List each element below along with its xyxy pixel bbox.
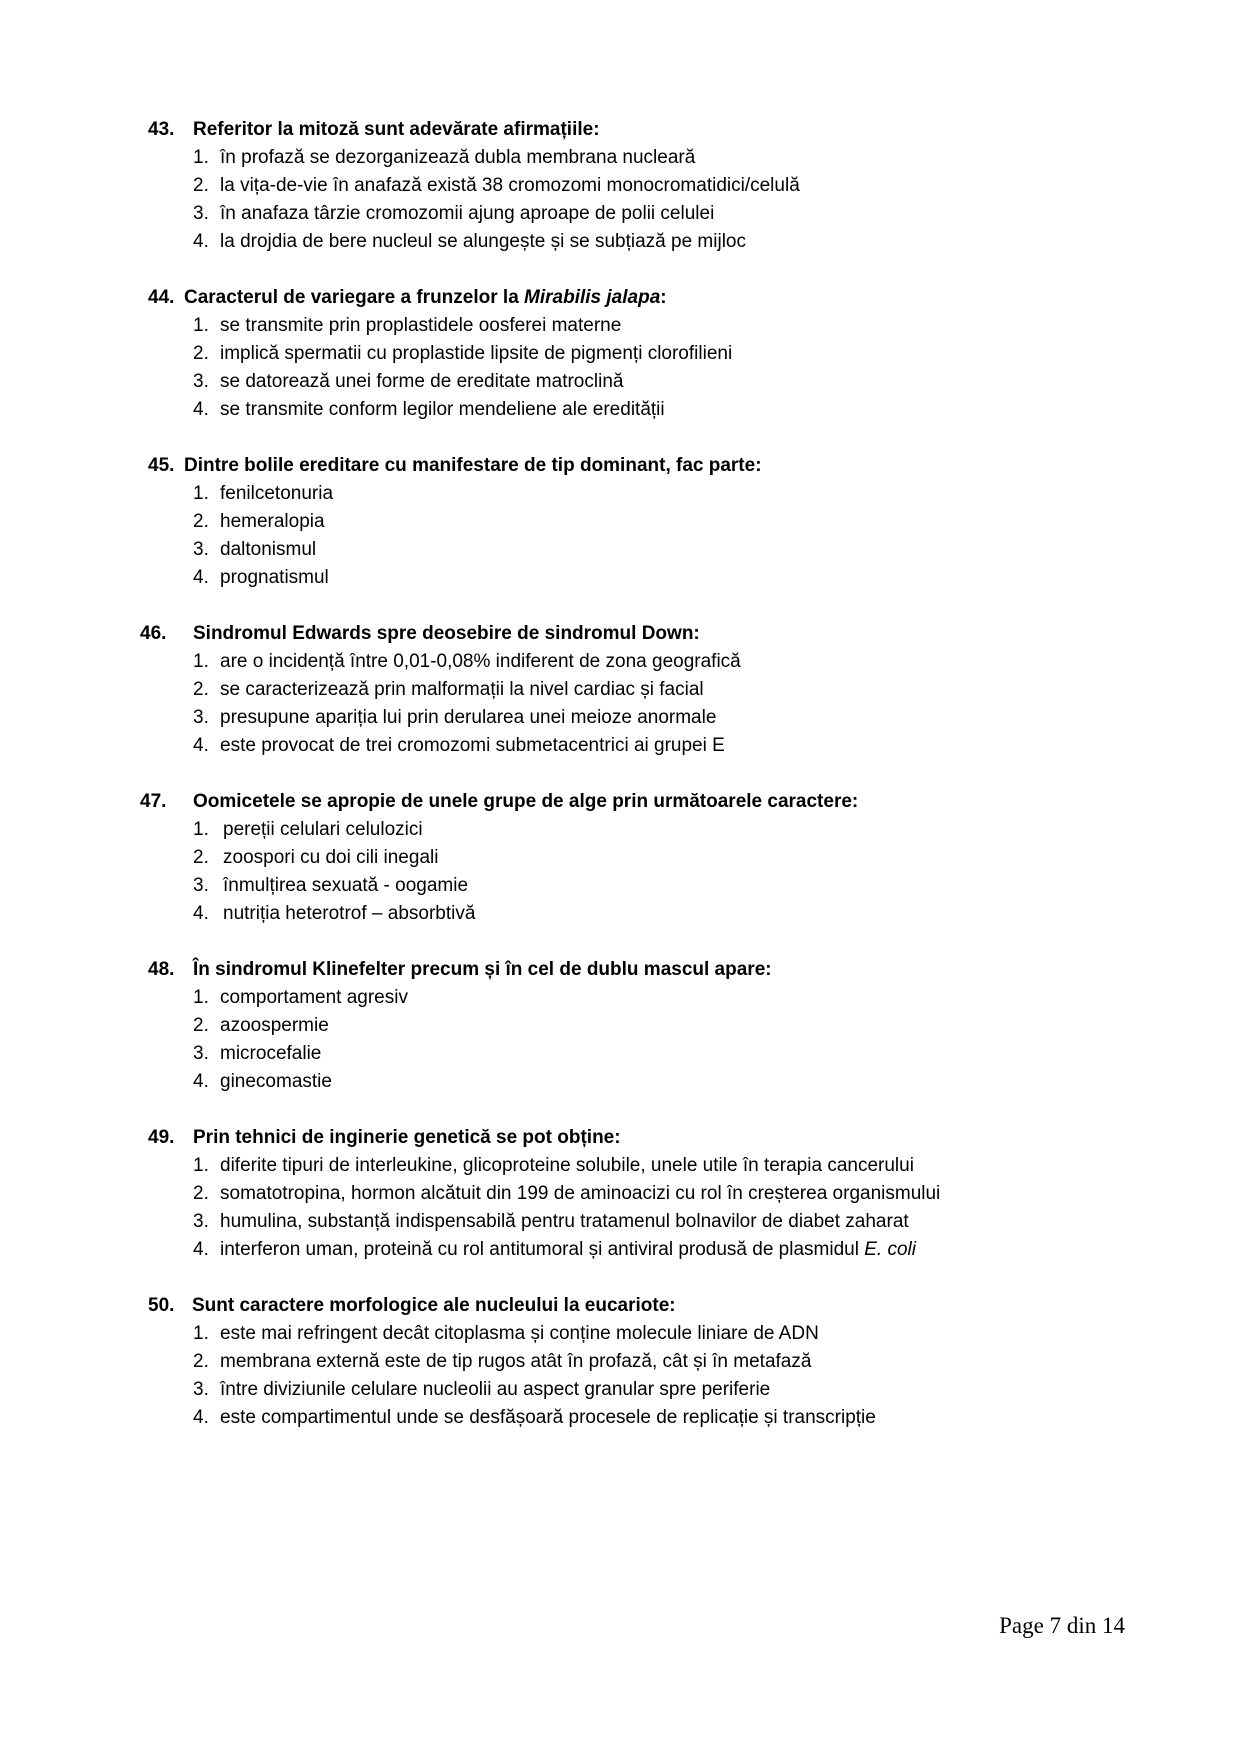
option-number: 2. — [193, 847, 209, 868]
question-text — [184, 284, 667, 312]
option-item — [0, 368, 1241, 396]
option-text: în anafaza târzie cromozomii ajung aproape de polii celulei — [220, 203, 715, 224]
option-number: 3. — [193, 1043, 209, 1064]
option-text: în profază se dezorganizează dubla membrana nucleară — [220, 147, 696, 168]
option-list — [0, 144, 1241, 256]
option-list — [0, 1320, 1241, 1432]
question-49 — [0, 1124, 1241, 1292]
question-text-end: : — [660, 287, 667, 308]
option-item — [0, 172, 1241, 200]
option-item — [0, 732, 1241, 760]
option-text: microcefalie — [220, 1043, 322, 1064]
question-43 — [0, 116, 1241, 284]
option-item — [0, 340, 1241, 368]
option-number: 4. — [193, 1239, 209, 1260]
option-number: 3. — [193, 203, 209, 224]
option-item — [0, 1376, 1241, 1404]
option-item — [0, 1348, 1241, 1376]
option-item — [0, 508, 1241, 536]
option-number: 1. — [193, 315, 209, 336]
option-list — [0, 312, 1241, 424]
option-number: 1. — [193, 987, 209, 1008]
option-text: între diviziunile celulare nucleolii au aspect granular spre periferie — [220, 1379, 771, 1400]
question-45 — [0, 452, 1241, 620]
option-number: 1. — [193, 819, 209, 840]
option-item — [0, 1068, 1241, 1096]
species-name: Mirabilis jalapa — [524, 287, 661, 308]
page-number: Page 7 din 14 — [999, 1613, 1125, 1638]
option-text: comportament agresiv — [220, 987, 408, 1008]
option-text: înmulțirea sexuată - oogamie — [223, 875, 469, 896]
option-item — [0, 396, 1241, 424]
option-number: 3. — [193, 1379, 209, 1400]
option-number: 4. — [193, 567, 209, 588]
option-text: nutriția heterotrof – absorbtivă — [223, 903, 476, 924]
option-text: azoospermie — [220, 1015, 329, 1036]
option-item — [0, 144, 1241, 172]
option-text: la drojdia de bere nucleul se alungește și se subțiază pe mijloc — [220, 231, 746, 252]
option-item — [0, 900, 1241, 928]
option-list — [0, 480, 1241, 592]
option-text: se transmite prin proplastidele oosferei materne — [220, 315, 622, 336]
option-text: hemeralopia — [220, 511, 325, 532]
question-number: 43. — [148, 119, 175, 140]
question-47 — [0, 788, 1241, 956]
option-text: ginecomastie — [220, 1071, 332, 1092]
option-number: 4. — [193, 231, 209, 252]
option-number: 2. — [193, 1015, 209, 1036]
option-item — [0, 480, 1241, 508]
question-text: Sunt caractere morfologice ale nucleului la eucariote: — [192, 1295, 676, 1316]
option-text: presupune apariția lui prin derularea unei meioze anormale — [220, 707, 717, 728]
option-item — [0, 1320, 1241, 1348]
option-number: 2. — [193, 511, 209, 532]
question-50 — [0, 1292, 1241, 1460]
option-item — [0, 1012, 1241, 1040]
question-44 — [0, 284, 1241, 452]
question-text: Sindromul Edwards spre deosebire de sindromul Down: — [193, 623, 700, 644]
option-item — [0, 536, 1241, 564]
option-number: 1. — [193, 1155, 209, 1176]
option-item — [0, 200, 1241, 228]
option-number: 1. — [193, 1323, 209, 1344]
option-text: daltonismul — [220, 539, 317, 560]
option-number: 4. — [193, 903, 209, 924]
question-number: 45. — [148, 455, 175, 476]
question-number: 44. — [148, 287, 175, 308]
option-number: 2. — [193, 1183, 209, 1204]
option-item — [0, 676, 1241, 704]
option-number: 3. — [193, 875, 209, 896]
option-number: 3. — [193, 539, 209, 560]
option-number: 3. — [193, 707, 209, 728]
question-text: Oomicetele se apropie de unele grupe de alge prin următoarele caractere: — [193, 791, 859, 812]
option-number: 4. — [193, 1407, 209, 1428]
option-item — [0, 1236, 1241, 1264]
option-text: membrana externă este de tip rugos atât în profază, cât și în metafază — [220, 1351, 812, 1372]
option-number: 2. — [193, 679, 209, 700]
question-number: 50. — [148, 1295, 175, 1316]
option-text: humulina, substanță indispensabilă pentru tratamenul bolnavilor de diabet zaharat — [220, 1211, 909, 1232]
option-item — [0, 1152, 1241, 1180]
option-text: se transmite conform legilor mendeliene ale eredității — [220, 399, 665, 420]
question-number: 48. — [148, 959, 175, 980]
option-number: 2. — [193, 343, 209, 364]
species-name: E. coli — [864, 1239, 916, 1260]
option-item — [0, 228, 1241, 256]
option-text: fenilcetonuria — [220, 483, 334, 504]
option-text: are o incidență între 0,01-0,08% indiferent de zona geografică — [220, 651, 741, 672]
option-number: 3. — [193, 1211, 209, 1232]
option-text — [220, 1236, 916, 1264]
option-number: 2. — [193, 1351, 209, 1372]
option-text: se datorează unei forme de ereditate matroclină — [220, 371, 624, 392]
question-text: Dintre bolile ereditare cu manifestare de tip dominant, fac parte: — [184, 455, 762, 476]
option-number: 3. — [193, 371, 209, 392]
option-text: este compartimentul unde se desfășoară procesele de replicație și transcripție — [220, 1407, 876, 1428]
option-item — [0, 984, 1241, 1012]
question-number: 46. — [140, 623, 167, 644]
option-number: 1. — [193, 651, 209, 672]
option-item — [0, 1404, 1241, 1432]
option-item — [0, 564, 1241, 592]
option-item — [0, 1208, 1241, 1236]
option-text: prognatismul — [220, 567, 329, 588]
option-item — [0, 312, 1241, 340]
option-list — [0, 1152, 1241, 1264]
question-46 — [0, 620, 1241, 788]
question-text: Prin tehnici de inginerie genetică se pot obține: — [193, 1127, 621, 1148]
question-list — [0, 116, 1241, 1460]
option-number: 4. — [193, 1071, 209, 1092]
option-number: 2. — [193, 175, 209, 196]
option-number: 1. — [193, 483, 209, 504]
option-item — [0, 1180, 1241, 1208]
option-list — [0, 984, 1241, 1096]
option-number: 4. — [193, 735, 209, 756]
option-text: zoospori cu doi cili inegali — [223, 847, 439, 868]
question-number: 49. — [148, 1127, 175, 1148]
question-text: În sindromul Klinefelter precum și în cel de dublu mascul apare: — [193, 959, 772, 980]
option-item — [0, 872, 1241, 900]
question-text: Referitor la mitoză sunt adevărate afirmațiile: — [193, 119, 600, 140]
option-text: somatotropina, hormon alcătuit din 199 de aminoacizi cu rol în creșterea organismului — [220, 1183, 941, 1204]
option-list — [0, 648, 1241, 760]
option-number: 4. — [193, 399, 209, 420]
option-item — [0, 704, 1241, 732]
question-48 — [0, 956, 1241, 1124]
option-text: se caracterizează prin malformații la nivel cardiac și facial — [220, 679, 704, 700]
option-text: este provocat de trei cromozomi submetacentrici ai grupei E — [220, 735, 725, 756]
option-text: la vița-de-vie în anafază există 38 cromozomi monocromatidici/celulă — [220, 175, 800, 196]
option-item — [0, 1040, 1241, 1068]
question-text-start: Caracterul de variegare a frunzelor la — [184, 287, 525, 308]
question-number: 47. — [140, 791, 167, 812]
option-text: diferite tipuri de interleukine, glicoproteine solubile, unele utile în terapia cancerului — [220, 1155, 914, 1176]
option-text: implică spermatii cu proplastide lipsite de pigmenți clorofilieni — [220, 343, 733, 364]
option-item — [0, 648, 1241, 676]
option-item — [0, 816, 1241, 844]
option-text-start: interferon uman, proteină cu rol antitumoral și antiviral produsă de plasmidul — [220, 1239, 865, 1260]
option-text: pereții celulari celulozici — [223, 819, 423, 840]
option-item — [0, 844, 1241, 872]
option-number: 1. — [193, 147, 209, 168]
option-list — [0, 816, 1241, 928]
option-text: este mai refringent decât citoplasma și conține molecule liniare de ADN — [220, 1323, 819, 1344]
